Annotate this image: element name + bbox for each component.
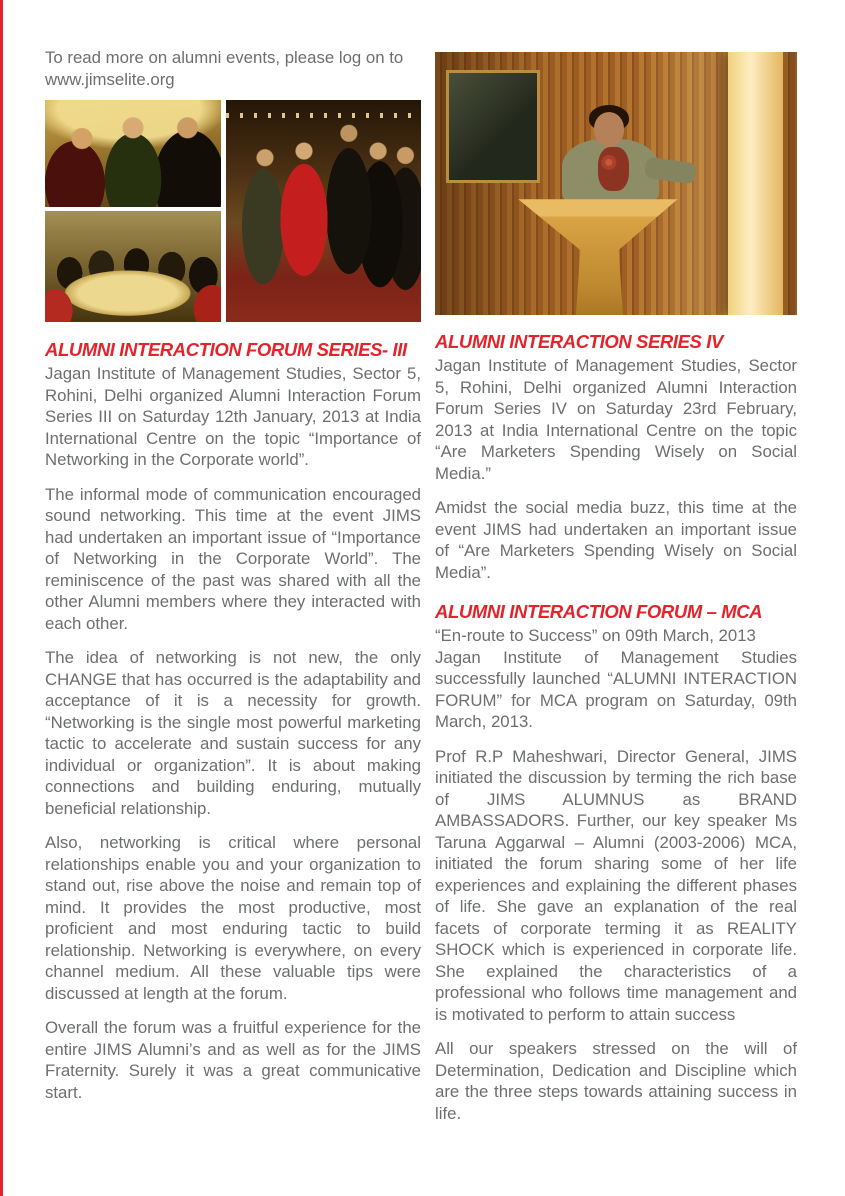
paragraph: Overall the forum was a fruitful experience for the entire JIMS Alumni’s and as well as for the JIMS Fraternity. Surely it was a great communicative start. <box>45 1018 421 1102</box>
intro-text: To read more on alumni events, please log on to www.jimselite.org <box>45 48 404 89</box>
right-column <box>435 0 797 1137</box>
subtitle-line: “En-route to Success” on 09th March, 2013 <box>435 626 756 645</box>
paragraph-text: Jagan Institute of Management Studies successfully launched “ALUMNI INTERACTION FORUM” for MCA program on Saturday, 09th March, 2013. <box>435 647 797 731</box>
paragraph: All our speakers stressed on the will of Determination, Dedication and Discipline which are the three steps towards attaining success in life. <box>435 1039 797 1123</box>
alumni-standing-photo <box>226 100 421 322</box>
section-heading-series-4: ALUMNI INTERACTION SERIES IV <box>435 331 723 352</box>
section-heading-forum-series-3: ALUMNI INTERACTION FORUM SERIES- III <box>45 339 407 360</box>
string-lights <box>226 113 421 118</box>
speaker-scarf <box>598 147 629 192</box>
paragraph: Also, networking is critical where personal relationships enable you and your organization to stand out, rise above the noise and remain top of mind. It provides the most productive, most proficient and most enduring tactic to build relationship. Networking is everywhere, on every channel medium. All these valuable tips were discussed at length at the forum. <box>45 833 421 1003</box>
collage-left-stack <box>45 100 221 322</box>
alumni-group-photo <box>45 100 221 207</box>
paragraph: Prof R.P Maheshwari, Director General, JIMS initiated the discussion by terming the rich base of JIMS ALUMNUS as BRAND AMBASSADORS. Further, our key speaker Ms Taruna Aggarwal – Alumni (2003-2006) MCA, initiated the forum sharing some of her life experiences and explaining the different phases of life. She gave an explanation of the real facets of corporate terming it as REALITY SHOCK which is experienced in corporate life. She explained the characteristics of a professional who follows time management and is motivated to perform to attain success <box>435 746 797 1024</box>
paragraph: Jagan Institute of Management Studies, Sector 5, Rohini, Delhi organized Alumni Interaction Forum Series III on Saturday 12th January, 2013 at India International Centre on the topic “Importance of Networking in the Corporate world”. <box>45 364 421 469</box>
paragraph: The informal mode of communication encouraged sound networking. This time at the event JIMS had undertaken an important issue of “Importance of Networking in the Corporate World”. The reminiscence of the past was shared with all the other Alumni members where they interacted with each other. <box>45 484 421 633</box>
speaker-podium-photo <box>435 52 797 315</box>
lit-wall-panel <box>728 52 782 315</box>
podium <box>518 199 677 315</box>
paragraph: The idea of networking is not new, the only CHANGE that has occurred is the adaptability and acceptance of it is a necessity for growth. “Networking is the single most powerful marketing tactic to accelerate and sustain success for any individual or organization”. It is about making connections and building enduring, mutually beneficial relationship. <box>45 648 421 818</box>
speaker-face <box>594 112 625 146</box>
paragraph: Amidst the social media buzz, this time at the event JIMS had undertaken an important issue of “Are Marketers Spending Wisely on Social Media”. <box>435 498 797 582</box>
window-pane <box>446 70 540 183</box>
left-edge-accent-line <box>0 0 3 1196</box>
section-heading-forum-mca: ALUMNI INTERACTION FORUM – MCA <box>435 601 763 622</box>
paragraph <box>435 625 797 733</box>
left-column <box>45 0 421 1116</box>
paragraph: Jagan Institute of Management Studies, Sector 5, Rohini, Delhi organized Alumni Interaction Forum Series IV on Saturday 23rd February, 2013 at India International Centre on the topic “Are Marketers Spending Wisely on Social Media.” <box>435 356 797 483</box>
photo-collage <box>45 100 421 322</box>
banquet-table-photo <box>45 211 221 322</box>
